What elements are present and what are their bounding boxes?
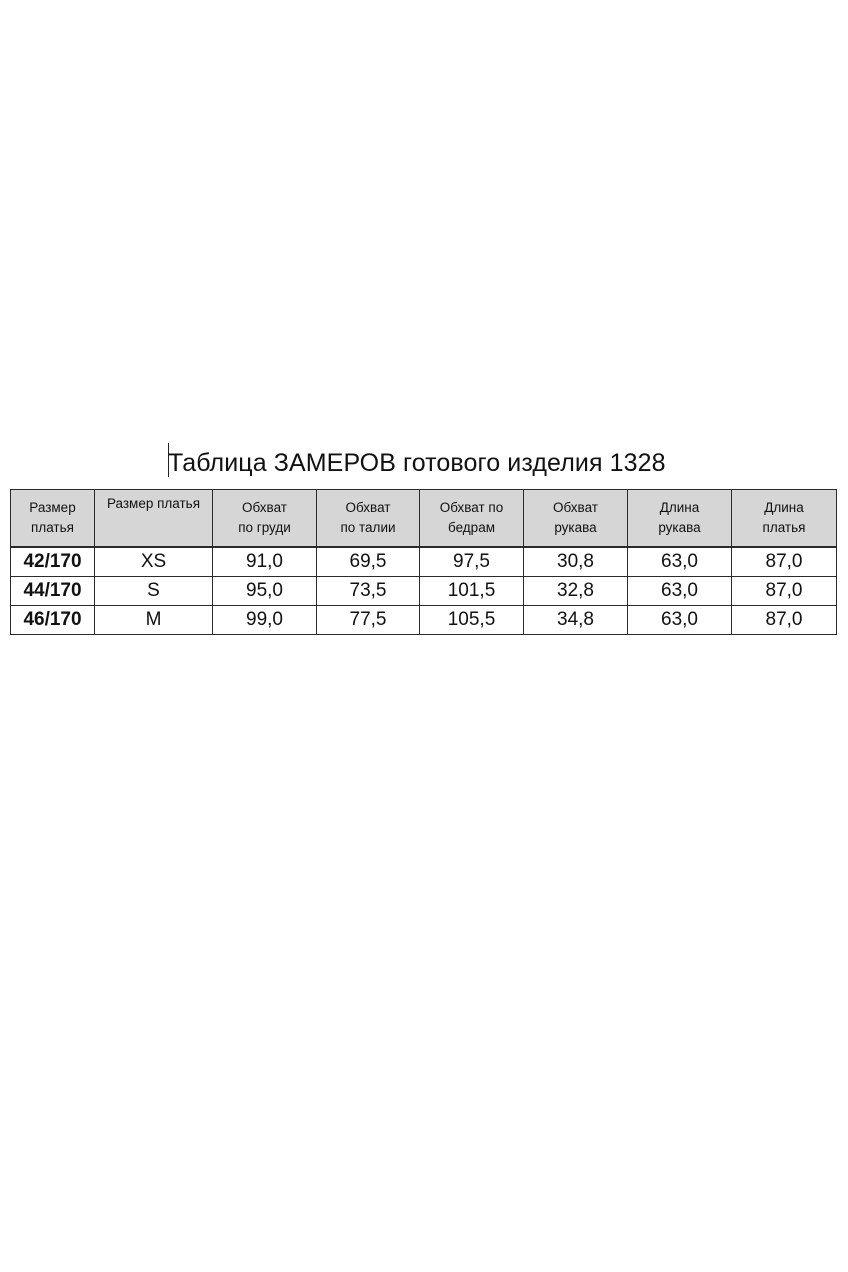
header-text: Обхват — [242, 500, 287, 515]
sleeve-girth-cell: 34,8 — [524, 606, 628, 635]
header-text: Длина — [764, 500, 804, 515]
header-text: Длина — [659, 500, 700, 515]
dress-size-cell: S — [95, 577, 213, 606]
hips-cell: 105,5 — [420, 606, 524, 635]
hips-cell: 101,5 — [420, 577, 524, 606]
header-cell-size-code — [11, 490, 95, 548]
table-row — [11, 606, 837, 635]
size-code-cell: 42/170 — [11, 547, 95, 577]
waist-cell: 73,5 — [317, 577, 420, 606]
hips-cell: 97,5 — [420, 547, 524, 577]
header-cell-dress-size — [95, 490, 213, 548]
size-code-cell: 46/170 — [11, 606, 95, 635]
header-text: Размер — [29, 500, 76, 515]
header-text: платья — [31, 520, 74, 535]
chest-cell: 99,0 — [213, 606, 317, 635]
header-text: по груди — [238, 520, 291, 535]
header-text: Обхват по — [439, 500, 504, 515]
page-title: Таблица ЗАМЕРОВ готового изделия 1328 — [168, 449, 666, 477]
header-text: Размер платья — [106, 496, 201, 511]
header-cell-sleeve-length — [628, 490, 732, 548]
dress-length-cell: 87,0 — [732, 606, 837, 635]
header-cell-dress-length — [732, 490, 837, 548]
header-text: по талии — [340, 520, 396, 535]
dress-size-cell: XS — [95, 547, 213, 577]
sleeve-length-cell: 63,0 — [628, 577, 732, 606]
chest-cell: 91,0 — [213, 547, 317, 577]
waist-cell: 77,5 — [317, 606, 420, 635]
measurements-table — [10, 489, 837, 635]
header-text: Обхват — [553, 500, 598, 515]
sleeve-girth-cell: 32,8 — [524, 577, 628, 606]
table-row — [11, 577, 837, 606]
header-text: платья — [762, 520, 806, 535]
header-cell-chest — [213, 490, 317, 548]
chest-cell: 95,0 — [213, 577, 317, 606]
header-cell-waist — [317, 490, 420, 548]
dress-length-cell: 87,0 — [732, 547, 837, 577]
sleeve-length-cell: 63,0 — [628, 606, 732, 635]
table-header-row — [11, 490, 837, 548]
waist-cell: 69,5 — [317, 547, 420, 577]
header-cell-sleeve-girth — [524, 490, 628, 548]
header-text: рукава — [554, 520, 597, 535]
sleeve-girth-cell: 30,8 — [524, 547, 628, 577]
dress-size-cell: M — [95, 606, 213, 635]
sleeve-length-cell: 63,0 — [628, 547, 732, 577]
header-text: Обхват — [345, 500, 391, 515]
header-text: рукава — [658, 520, 701, 535]
size-code-cell: 44/170 — [11, 577, 95, 606]
dress-length-cell: 87,0 — [732, 577, 837, 606]
table-row — [11, 547, 837, 577]
header-text: бедрам — [448, 520, 495, 535]
header-cell-hips — [420, 490, 524, 548]
